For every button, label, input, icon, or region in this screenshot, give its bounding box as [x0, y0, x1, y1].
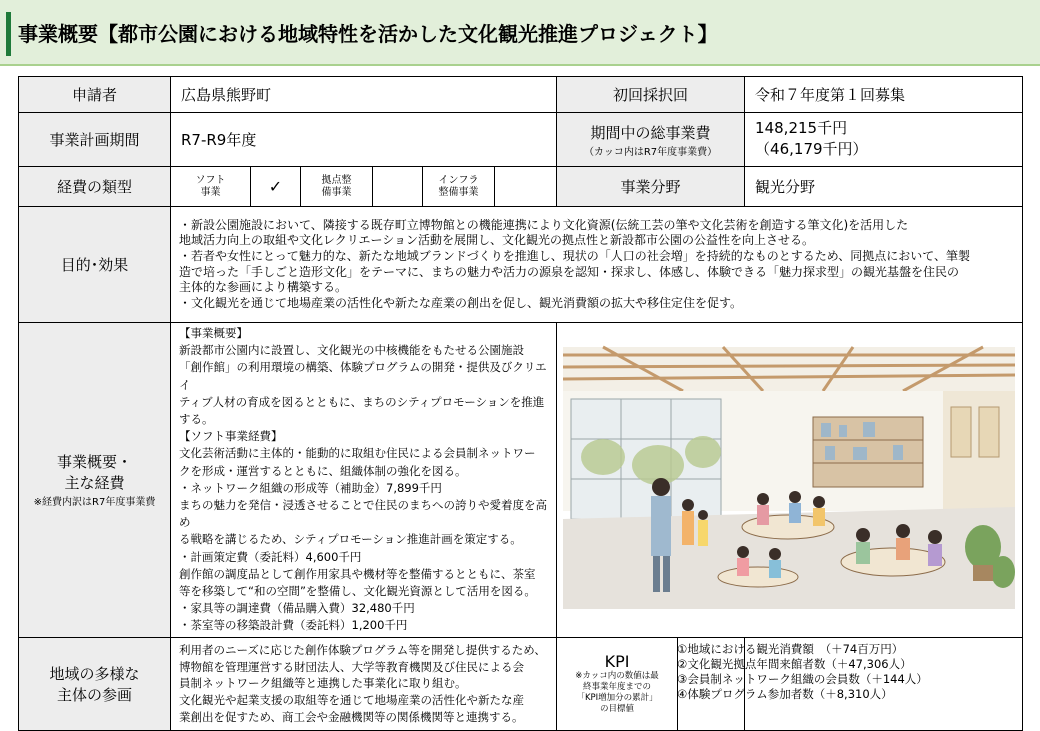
kpi-header [557, 638, 678, 730]
applicant-value: 広島県熊野町 [171, 77, 557, 113]
overview-line: 文化芸術活動に主体的・能動的に取組む住民による会員制ネットワー [179, 446, 536, 461]
row-purpose [19, 207, 1023, 323]
first-adoption-value: 令和７年度第１回募集 [745, 77, 1023, 113]
base-project-label-line1: 拠点整 [321, 174, 352, 186]
overview-label-note: ※経費内訳はR7年度事業費 [33, 497, 156, 509]
cost-type-label: 経費の類型 [19, 167, 171, 207]
purpose-text [171, 207, 1023, 323]
kpi-item: ②文化観光拠点年間来館者数（＋47,306人） [677, 656, 912, 671]
overview-label-cell [19, 323, 171, 638]
first-adoption-label: 初回採択回 [557, 77, 745, 113]
overview-line: 等を移築して“和の空間”を整備し、文化観光資源として活用を図る。 [179, 584, 536, 599]
field-value: 観光分野 [745, 167, 1023, 207]
purpose-line: ・文化観光を通じて地場産業の活性化や新たな産業の創出を促し、観光消費額の拡大や移住定住を促す。 [179, 295, 743, 310]
row-applicant [19, 77, 1023, 113]
kpi-note-line: 終事業年度までの [583, 682, 652, 693]
total-cost-label: 期間中の総事業費 [590, 123, 711, 142]
row-participation [19, 637, 1023, 730]
overview-line: 【ソフト事業経費】 [179, 429, 283, 444]
overview-line: ・茶室等の移築設計費（委託料）1,200千円 [179, 618, 408, 633]
infra-project-label [423, 167, 495, 207]
participation-text [171, 637, 557, 730]
page-title: 事業概要【都市公園における地域特性を活かした文化観光推進プロジェクト】 [18, 22, 718, 46]
kpi-list [677, 637, 1023, 730]
purpose-label: 目的･効果 [19, 207, 171, 323]
purpose-line: ・若者や女性にとって魅力的な、新たな地域ブランドづくりを推進し、現状の「人口の社会増」を持続的なものとするため、同拠点において、筆製 [179, 248, 971, 263]
kpi-note-line: ※カッコ内の数値は最 [575, 671, 659, 682]
kpi-item: ①地域における観光消費額 （＋74百万円） [677, 641, 904, 656]
overview-line: る戦略を講じるため、シティプロモーション推進計画を策定する。 [179, 532, 522, 547]
overview-line: クを形成・運営するとともに、組織体制の強化を図る。 [179, 463, 467, 478]
soft-project-label-line1: ソフト [195, 174, 226, 186]
purpose-line: 主体的な参画により構築する。 [179, 280, 348, 295]
kpi-items [677, 642, 1017, 702]
participation-line: 文化観光や起業支援の取組等を通じて地場産業の活性化や新たな産 [179, 692, 524, 707]
overview-line: まちの魅力を発信・浸透させることで住民のまちへの誇りや愛着度を高め [179, 498, 547, 530]
overview-line: 新設都市公園内に設置し、文化観光の中核機能をもたせる公園施設 [179, 343, 524, 358]
total-cost-header [557, 113, 745, 167]
overview-line: 「創作館」の利用環境の構築、体験プログラムの開発・提供及びクリエイ [179, 360, 547, 392]
participation-line: 業創出を促すため、商工会や金融機関等の関係機関等と連携する。 [179, 709, 524, 724]
total-cost-cell [745, 113, 1023, 167]
total-cost-r7-value: （46,179千円） [755, 140, 868, 158]
purpose-line: 造で培った「手しごと造形文化」をテーマに、まちの魅力や活力の源泉を認知・探求し、体感し、体験できる「魅力探求型」の観光基盤を住民の [179, 264, 960, 279]
participation-line: 員制ネットワーク組織等と連携した事業化に取り組む。 [179, 676, 467, 691]
purpose-line: ・新設公園施設において、隣接する既存町立博物館との機能連携により文化資源(伝統工芸の筆や文化芸術を創造する筆文化)を活用した [179, 217, 909, 232]
base-project-check [373, 167, 423, 207]
total-cost-value: 148,215千円 [755, 119, 848, 137]
title-accent-bar [6, 12, 11, 56]
facility-illustration-cell [557, 323, 1023, 638]
overview-line: ・ネットワーク組織の形成等（補助金）7,899千円 [179, 480, 442, 495]
infra-project-label-line2: 整備事業 [438, 186, 479, 198]
kpi-note-line: の目標値 [600, 704, 635, 715]
overview-line: 【事業概要】 [179, 326, 248, 340]
overview-label-line2: 主な経費 [64, 474, 125, 493]
kpi-item: ③会員制ネットワーク組織の会員数（＋144人） [677, 671, 928, 686]
overview-line: ・計画策定費（委託料）4,600千円 [179, 549, 362, 564]
overview-line: 創作館の調度品として創作用家具や機材等を整備するとともに、茶室 [179, 566, 536, 581]
row-cost-type [19, 167, 1023, 207]
participation-label-line1: 地域の多様な [49, 664, 140, 683]
base-project-label-line2: 備事業 [321, 186, 352, 198]
overview-line: ティブ人材の育成を図るとともに、まちのシティプロモーションを推進する。 [179, 394, 545, 427]
kpi-title: KPI [604, 652, 630, 672]
period-label: 事業計画期間 [19, 113, 171, 167]
soft-project-label-line2: 事業 [200, 186, 221, 198]
field-label: 事業分野 [557, 167, 745, 207]
infra-project-label-line1: インフラ [438, 174, 479, 186]
soft-project-label [171, 167, 251, 207]
participation-label-cell [19, 637, 171, 730]
kpi-note [557, 671, 677, 715]
participation-line: 利用者のニーズに応じた創作体験プログラム等を開発し提供するため、 [179, 643, 546, 658]
soft-project-check-icon: ✓ [251, 167, 301, 207]
period-value: R7-R9年度 [171, 113, 557, 167]
participation-line: 博物館を管理運営する財団法人、大学等教育機関及び住民による会 [179, 659, 524, 674]
title-bar [0, 0, 1040, 66]
overview-line: ・家具等の調達費（備品購入費）32,480千円 [179, 601, 415, 616]
purpose-line: 地域活力向上の取組や文化レクリエーション活動を展開し、文化観光の拠点性と新設都市公園の公益性を向上させる。 [179, 233, 815, 248]
project-summary-table [18, 76, 1023, 731]
overview-label-line1: 事業概要・ [56, 453, 132, 472]
total-cost-note: （カッコ内はR7年度事業費） [583, 146, 718, 158]
applicant-label: 申請者 [19, 77, 171, 113]
infra-project-check [495, 167, 557, 207]
row-period [19, 113, 1023, 167]
base-project-label [301, 167, 373, 207]
row-overview [19, 323, 1023, 638]
kpi-note-line: 「KPI増加分の累計」 [576, 693, 658, 704]
participation-label-line2: 主体の参画 [56, 685, 132, 704]
facility-illustration [563, 347, 1015, 609]
kpi-item: ④体験プログラム参加者数（＋8,310人） [677, 686, 893, 701]
overview-text [171, 323, 557, 638]
